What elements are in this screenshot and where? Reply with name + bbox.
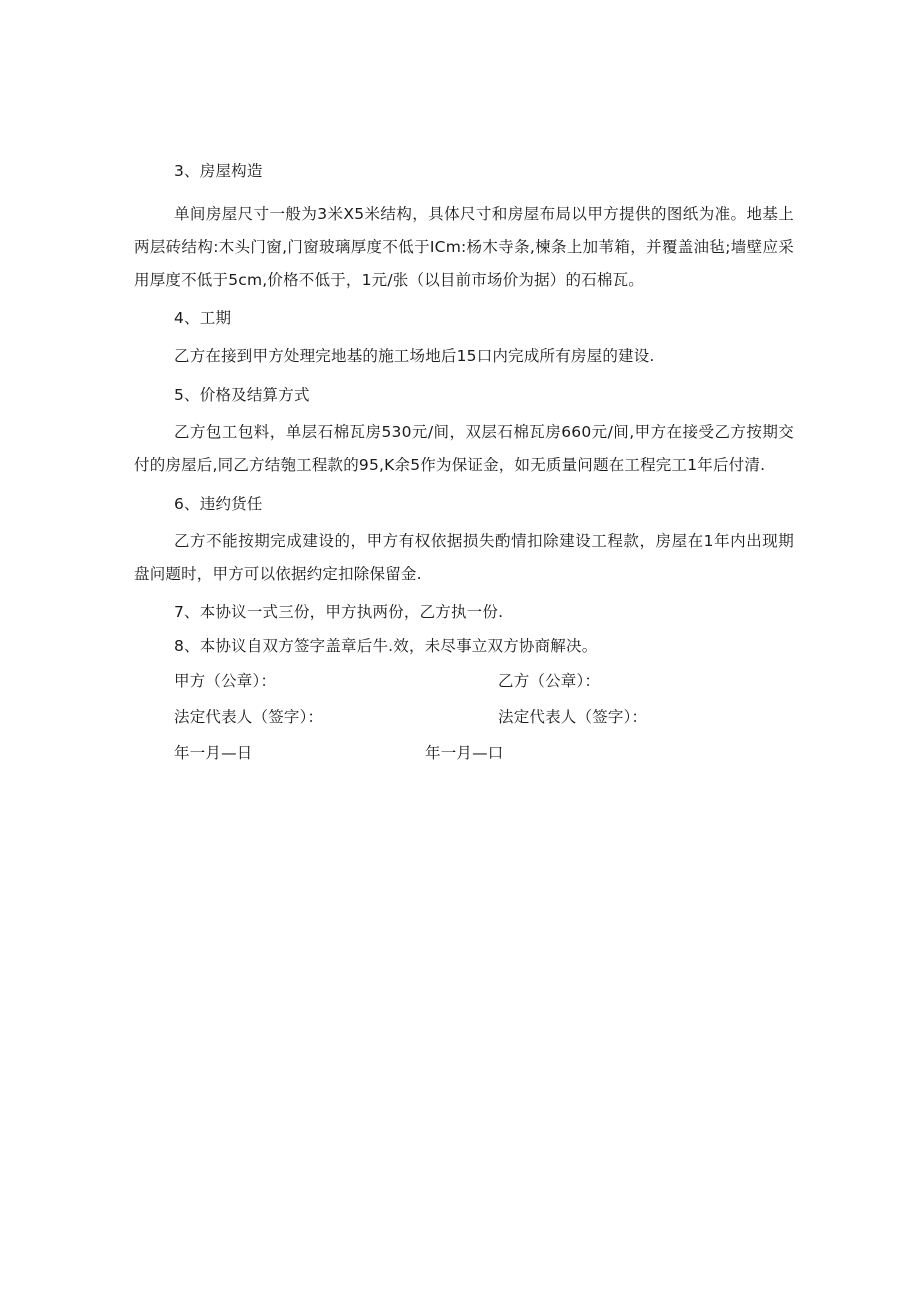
section-body-schedule: 乙方在接到甲方处理完地基的施工场地后15口内完成所有房屋的建设. <box>174 347 655 365</box>
clause-copies: 7、本协议一式三份，甲方执两份，乙方执一份. <box>174 603 504 621</box>
section-body-liability: 乙方不能按期完成建设的，甲方有权依据损失酌情扣除建设工程款，房屋在1年内出现期盘问题时，甲方可以依据约定扣除保留金. <box>134 532 794 583</box>
section-body-price: 乙方包工包料，单层石棉瓦房530元/间，双层石棉瓦房660元/间,甲方在接受乙方按期交付的房屋后,同乙方结匏工程款的95,K余5作为保证金，如无质量问题在工程完工1年后付清. <box>134 423 794 474</box>
document-body <box>134 158 794 776</box>
section-heading-price: 5、价格及结算方式 <box>174 386 310 404</box>
clause-effective: 8、本协议自双方签字盖章后牛.效，未尽事立双方协商解决。 <box>174 637 598 655</box>
section-body-structure: 单间房屋尺寸一般为3米X5米结构，具体尺寸和房屋布局以甲方提供的图纸为准。地基上两层砖结构:木头门窗,门窗玻璃厚度不低于ICm:杨木寺条,楝条上加苇箱，并覆盖油毡;墙壁应采用厚度不低于5cm,价格不低于，1元/张（以目前市场价为据）的石棉瓦。 <box>134 205 794 289</box>
signature-row-date <box>134 740 794 776</box>
section-heading-liability: 6、违约货任 <box>174 495 263 513</box>
party-b-rep-label: 法定代表人（签字）： <box>498 708 648 726</box>
party-a-date-label: 年一月—日 <box>174 744 253 762</box>
party-b-seal-label: 乙方（公章）： <box>498 672 601 690</box>
party-b-date-label: 年一月—口 <box>425 744 504 762</box>
section-heading-schedule: 4、工期 <box>174 309 232 327</box>
signature-row-seal <box>134 668 794 704</box>
signature-row-representative <box>134 704 794 740</box>
section-heading-structure: 3、房屋构造 <box>174 162 263 180</box>
party-a-seal-label: 甲方（公章）： <box>174 672 277 690</box>
party-a-rep-label: 法定代表人（签字）： <box>174 708 324 726</box>
